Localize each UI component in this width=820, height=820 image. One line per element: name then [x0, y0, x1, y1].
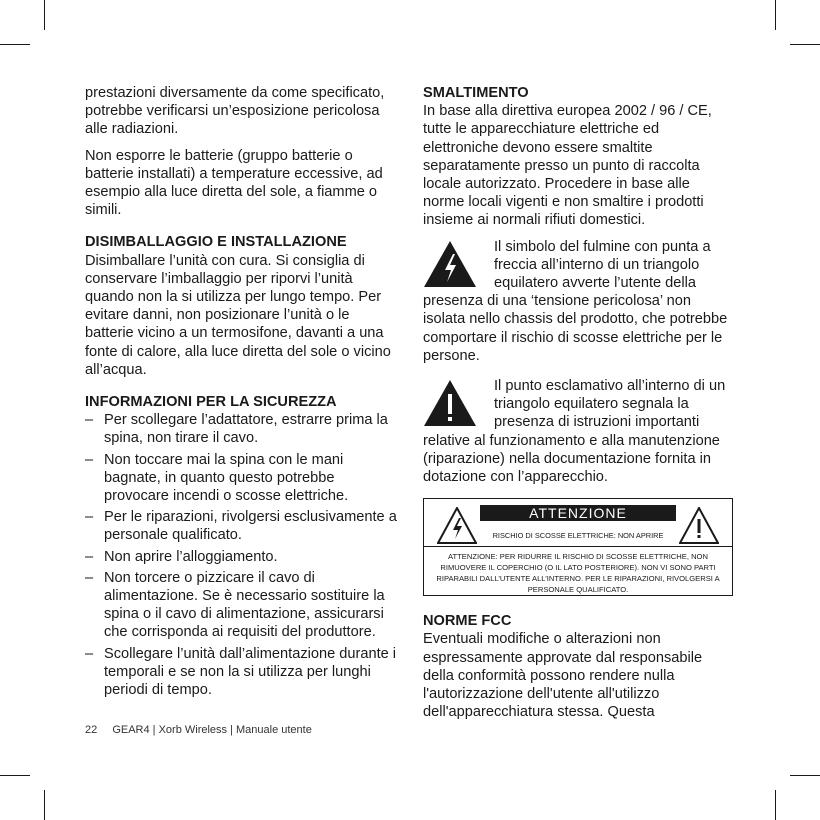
crop-mark-top-left-h [0, 44, 30, 45]
safety-item-3: – Per le riparazioni, rivolgersi esclusivamente a personale qualificato. [85, 508, 397, 544]
safety-item-4: – Non aprire l’alloggiamento. [85, 548, 397, 566]
caution-subtitle: RISCHIO DI SCOSSE ELETTRICHE: NON APRIRE [492, 531, 664, 541]
safety-item-5: – Non torcere o pizzicare il cavo di alimentazione. Se è necessario sostituire la spina o il cavo di alimentazione, assicurarsi che corrisponda ai requisiti del produttore. [85, 569, 397, 642]
safety-section [85, 393, 397, 699]
fcc-text: Eventuali modifiche o alterazioni non espressamente approvate dal responsabile della conformità possono rendere nulla l'autorizzazione dell'utente all'utilizzo dell'apparecchiatura stessa. Questa [423, 631, 703, 721]
safety-list [85, 411, 397, 699]
exclamation-text-b: relative al funzionamento e alla manutenzione (riparazione) nella documentazione fornita in dotazione con l’apparecchio. [423, 432, 720, 486]
lightning-text-b: presenza di una ‘tensione pericolosa’ non isolata nello chassis del prodotto, che potrebbe comportare il rischio di scosse elettriche per le persone. [423, 293, 728, 364]
intro-paragraph-2: Non esporre le batterie (gruppo batterie o batterie installati) a temperature eccessive, ad esempio alla luce diretta del sole, a fiamme o simili. [85, 147, 383, 219]
lightning-symbol-row [423, 238, 733, 365]
fcc-heading: NORME FCC [423, 613, 512, 630]
crop-mark-top-right-h [790, 44, 820, 45]
unpack-heading: DISIMBALLAGGIO E INSTALLAZIONE [85, 234, 347, 251]
disposal-section [423, 84, 733, 230]
caution-exclamation-icon [679, 507, 719, 544]
page-footer [85, 724, 312, 736]
caution-title: ATTENZIONE [480, 505, 676, 521]
right-column [423, 84, 733, 729]
caution-label-box [423, 498, 733, 596]
caution-divider [424, 546, 732, 547]
crop-mark-top-right-v [775, 0, 776, 30]
caution-footer-text: ATTENZIONE: PER RIDURRE IL RISCHIO DI SCOSSE ELETTRICHE, NON RIMUOVERE IL COPERCHIO (O IL LATO POSTERIORE). NON VI SONO PARTI RIPARABILI DALL’UTENTE ALL’INTERNO. PER LE RIPARAZIONI, RIVOLGERSI A PERSONALE QUALIFICATO. [436, 552, 720, 595]
intro-paragraph-1: prestazioni diversamente da come specificato, potrebbe verificarsi un’esposizione pericolosa alle radiazioni. [85, 85, 385, 138]
disposal-heading: SMALTIMENTO [423, 85, 529, 101]
footer-text: GEAR4 | Xorb Wireless | Manuale utente [112, 724, 312, 736]
crop-mark-bottom-right-h [790, 775, 820, 776]
exclamation-warning-icon [423, 379, 477, 427]
disposal-text: In base alla direttiva europea 2002 / 96 / CE, tutte le apparecchiature elettriche ed elettroniche devono essere smaltite separatamente presso un punto di raccolta locale autorizzato. Procedere in base alle norme locali vigenti e non smaltire i prodotti insieme ai normali rifiuti domestici. [423, 103, 712, 229]
crop-mark-bottom-left-v [44, 790, 45, 820]
unpack-section [85, 233, 397, 379]
lightning-warning-icon [423, 240, 477, 288]
page-number: 22 [85, 724, 98, 736]
exclamation-text-a: Il punto esclamativo all’interno di un triangolo equilatero segnala la presenza di istruzioni importanti [494, 378, 726, 431]
safety-item-6: – Scollegare l’unità dall’alimentazione durante i temporali e se non la si utilizza per lunghi periodi di tempo. [85, 645, 397, 700]
lightning-text-a: Il simbolo del fulmine con punta a freccia all’interno di un triangolo equilatero avverte l’utente della [494, 238, 711, 292]
unpack-text: Disimballare l’unità con cura. Si consiglia di conservare l’imballaggio per riporvi l’unità quando non la si utilizza per lungo tempo. Per evitare danni, non posizionare l’unità o le batterie vicino a un termosifone, davanti a una fonte di calore, alla luce diretta del sole o vicino all’acqua. [85, 252, 391, 378]
left-column [85, 84, 397, 702]
fcc-section [423, 612, 733, 721]
crop-mark-bottom-right-v [775, 790, 776, 820]
safety-heading: INFORMAZIONI PER LA SICUREZZA [85, 394, 337, 411]
crop-mark-top-left-v [44, 0, 45, 30]
crop-mark-bottom-left-h [0, 775, 30, 776]
safety-item-1: – Per scollegare l’adattatore, estrarre prima la spina, non tirare il cavo. [85, 411, 397, 447]
exclamation-symbol-row [423, 377, 733, 486]
caution-lightning-icon [437, 507, 477, 544]
safety-item-2: – Non toccare mai la spina con le mani bagnate, in quanto questo potrebbe provocare incendi o scosse elettriche. [85, 451, 397, 506]
